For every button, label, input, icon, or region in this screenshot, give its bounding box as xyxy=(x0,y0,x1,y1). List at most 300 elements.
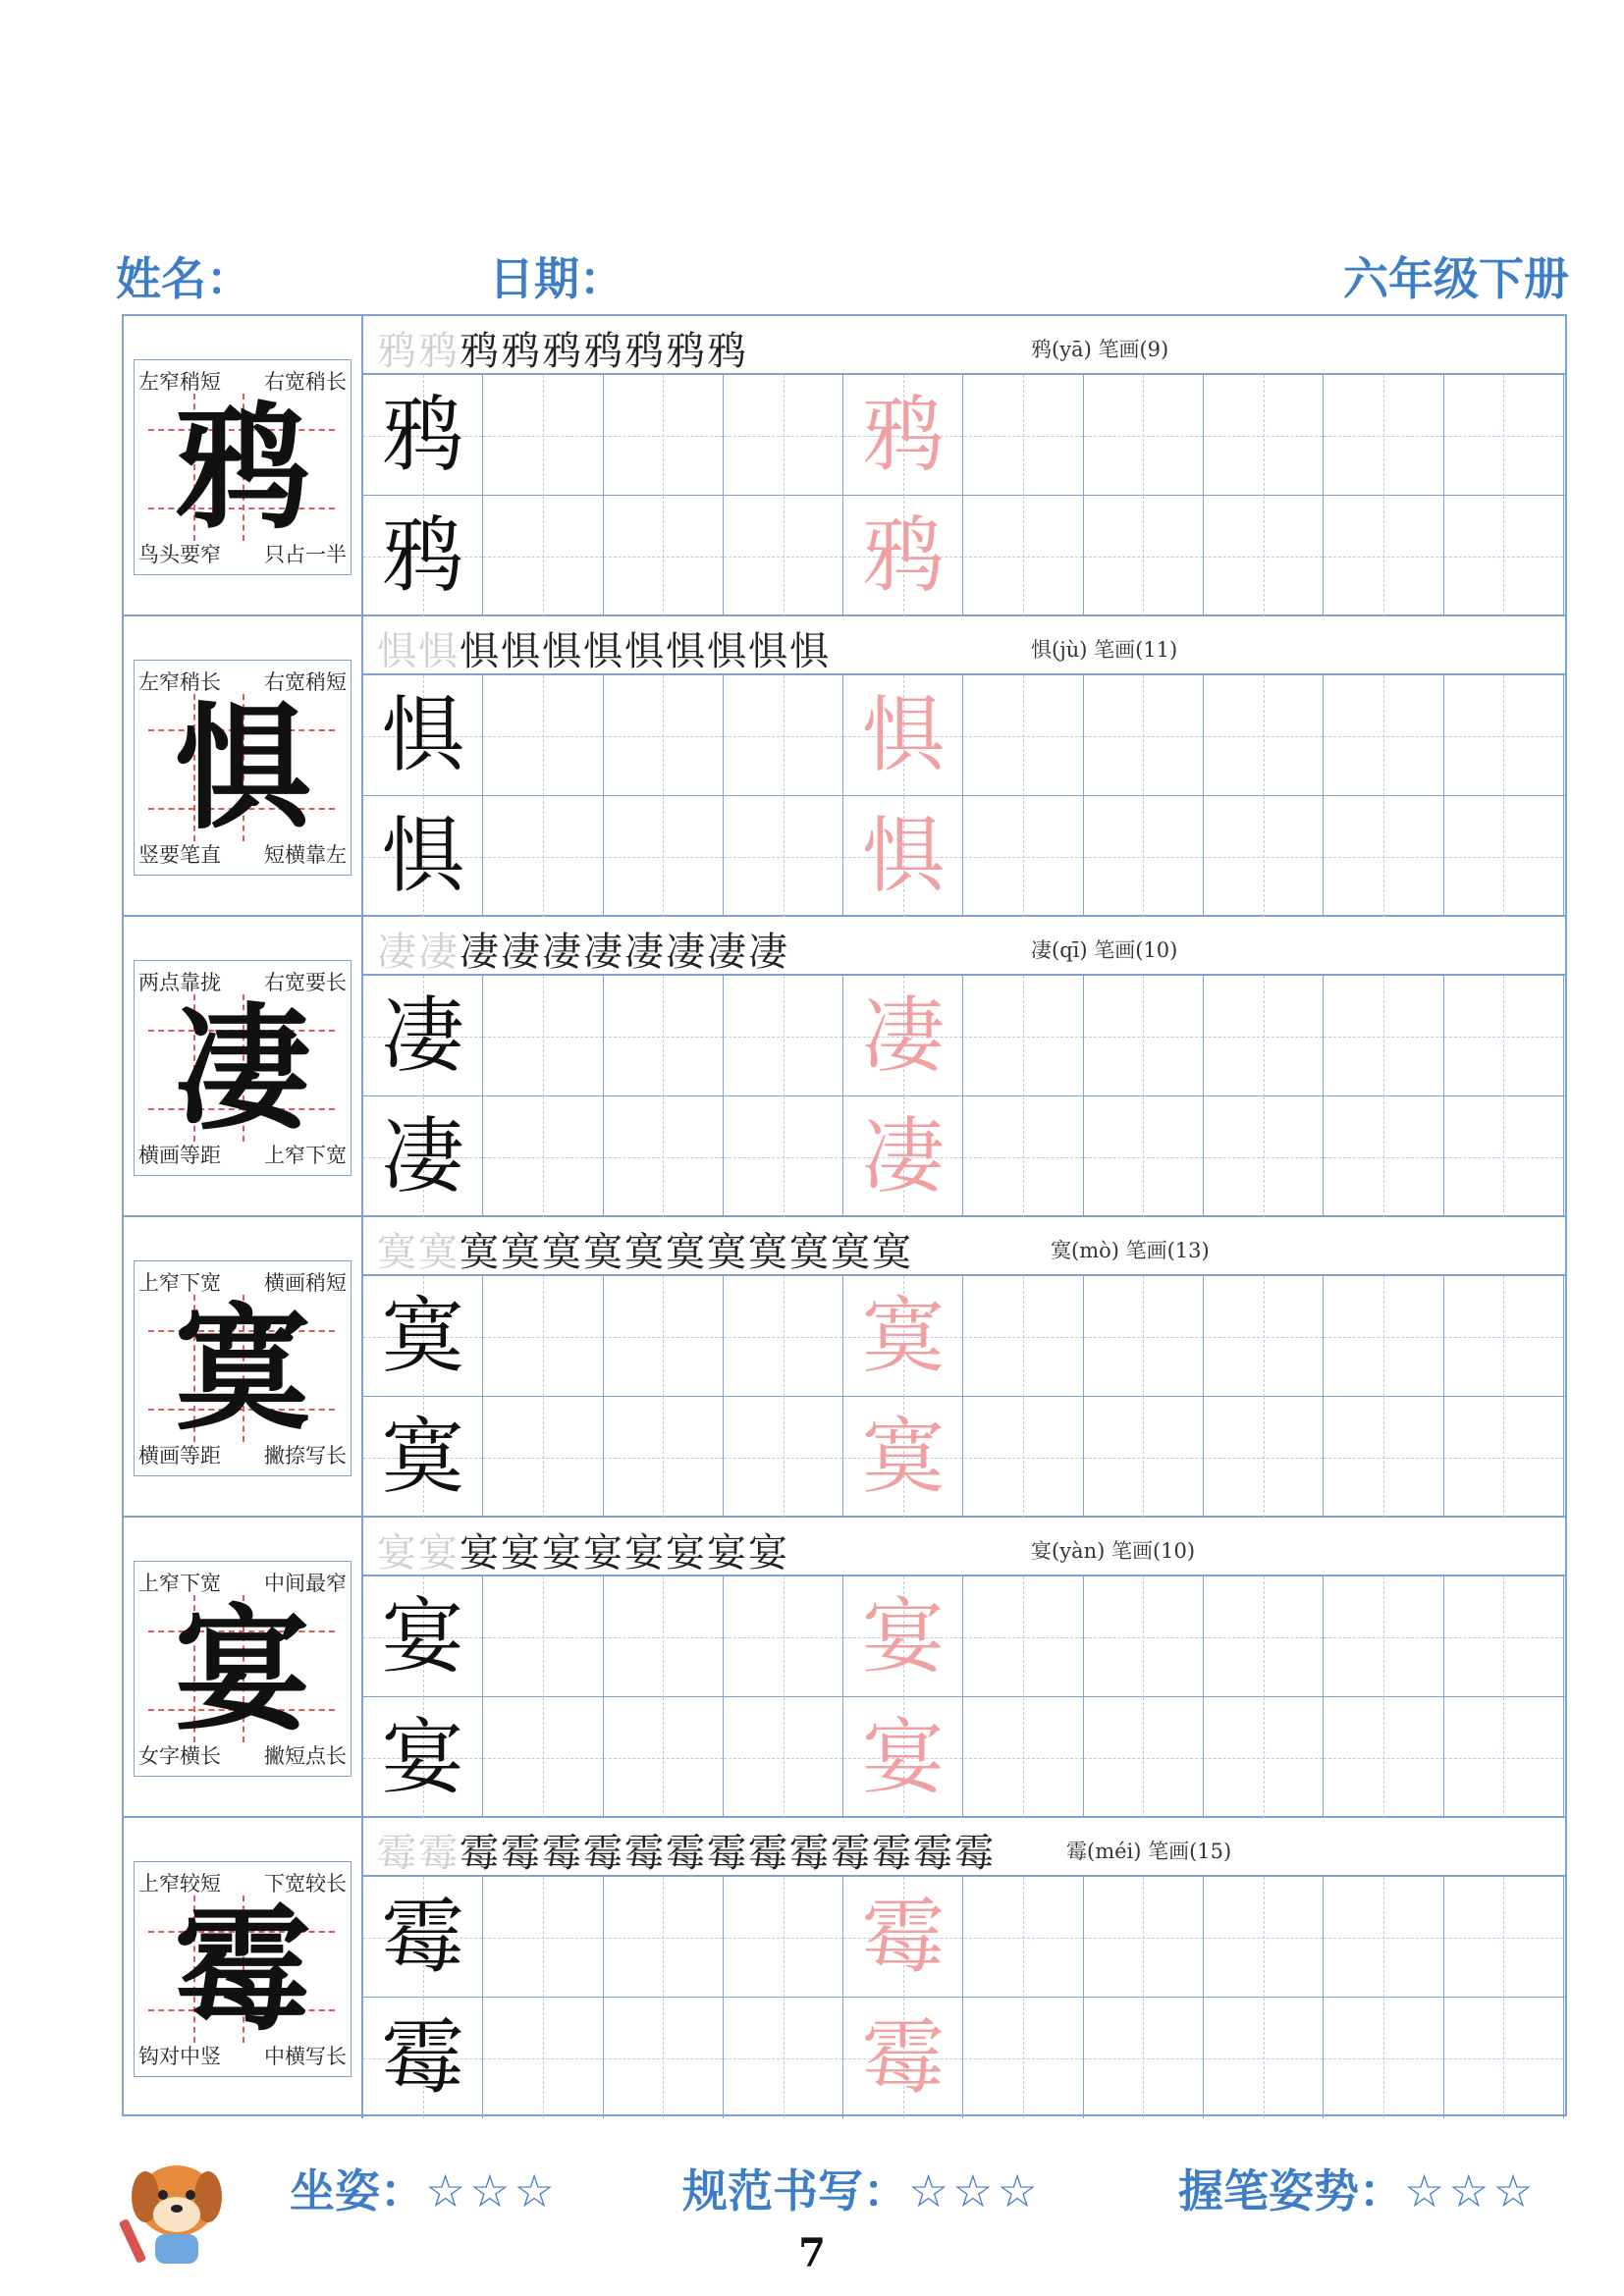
char-block-5 xyxy=(124,1818,1565,2118)
writing-tip: 女字横长 xyxy=(138,1744,221,1768)
stroke-step: 凄 xyxy=(501,930,542,975)
writing-cell[interactable] xyxy=(724,1697,843,1818)
model-panel xyxy=(124,917,363,1215)
stroke-step: 宴 xyxy=(460,1530,501,1575)
trace-character: 惧 xyxy=(861,687,945,783)
writing-cell[interactable] xyxy=(483,796,603,917)
example-character: 寞 xyxy=(381,1409,464,1505)
writing-cell[interactable] xyxy=(724,1576,843,1697)
stroke-step: 霉 xyxy=(789,1831,831,1876)
writing-cell[interactable] xyxy=(1084,1877,1204,1998)
writing-cell[interactable] xyxy=(1324,375,1443,496)
writing-cell[interactable] xyxy=(483,1096,603,1217)
stroke-step: 惧 xyxy=(707,629,748,674)
char-block-1 xyxy=(124,616,1565,917)
writing-cell[interactable] xyxy=(1444,1276,1564,1397)
model-character: 寞 xyxy=(174,1289,310,1449)
writing-cell[interactable] xyxy=(964,1276,1084,1397)
writing-cell[interactable] xyxy=(843,1697,963,1818)
writing-cell[interactable] xyxy=(1084,796,1204,917)
writing-cell[interactable] xyxy=(1084,1998,1204,2118)
writing-cell[interactable] xyxy=(604,1697,724,1818)
stroke-step: 凄 xyxy=(666,930,707,975)
stroke-step: 寞 xyxy=(789,1230,831,1275)
model-character-box xyxy=(134,960,352,1176)
writing-cell[interactable] xyxy=(363,1877,483,1998)
writing-cell[interactable] xyxy=(964,496,1084,616)
practice-area xyxy=(363,1818,1565,2118)
stroke-step: 霉 xyxy=(831,1831,872,1876)
model-character-box xyxy=(134,660,352,876)
trace-character: 凄 xyxy=(861,988,945,1084)
stroke-step: 惧 xyxy=(666,629,707,674)
grid-row xyxy=(363,1697,1565,1818)
writing-label: 规范书写： xyxy=(682,2164,908,2217)
grid-row xyxy=(363,1877,1565,1998)
writing-tip: 上窄下宽 xyxy=(138,1572,221,1595)
writing-cell[interactable] xyxy=(1444,1697,1564,1818)
stroke-step: 宴 xyxy=(583,1530,624,1575)
writing-tip: 上窄下宽 xyxy=(264,1144,347,1167)
model-character: 霉 xyxy=(174,1890,310,2050)
stroke-step: 惧 xyxy=(583,629,624,674)
stroke-sequence xyxy=(377,620,831,676)
writing-tip: 上窄较短 xyxy=(138,1872,221,1896)
writing-tip: 下宽较长 xyxy=(264,1872,347,1896)
date-label: 日期： xyxy=(489,252,624,305)
writing-cell[interactable] xyxy=(604,1397,724,1518)
writing-cell[interactable] xyxy=(1444,796,1564,917)
writing-tip: 右宽稍长 xyxy=(264,370,347,394)
writing-cell[interactable] xyxy=(843,375,963,496)
stroke-step: 寞 xyxy=(418,1230,460,1275)
trace-character: 霉 xyxy=(861,2009,945,2106)
writing-cell[interactable] xyxy=(363,1998,483,2118)
writing-cell[interactable] xyxy=(724,1397,843,1518)
writing-cell[interactable] xyxy=(1444,1096,1564,1217)
stroke-step: 寞 xyxy=(872,1230,913,1275)
trace-character: 霉 xyxy=(861,1889,945,1985)
example-character: 霉 xyxy=(381,2009,464,2106)
writing-cell[interactable] xyxy=(1204,375,1324,496)
example-character: 惧 xyxy=(381,687,464,783)
trace-character: 寞 xyxy=(861,1288,945,1384)
writing-cell[interactable] xyxy=(964,796,1084,917)
writing-cell[interactable] xyxy=(604,1096,724,1217)
stroke-step: 霉 xyxy=(954,1831,996,1876)
writing-cell[interactable] xyxy=(363,1096,483,1217)
writing-cell[interactable] xyxy=(724,796,843,917)
writing-cell[interactable] xyxy=(483,1697,603,1818)
stroke-step: 寞 xyxy=(377,1230,418,1275)
example-character: 宴 xyxy=(381,1709,464,1805)
example-character: 凄 xyxy=(381,988,464,1084)
stroke-order-row xyxy=(363,316,1565,375)
writing-cell[interactable] xyxy=(1324,1276,1443,1397)
trace-character: 宴 xyxy=(861,1709,945,1805)
stroke-step: 宴 xyxy=(624,1530,666,1575)
writing-cell[interactable] xyxy=(1084,1697,1204,1818)
model-panel xyxy=(124,1518,363,1816)
writing-tip: 左窄稍长 xyxy=(138,670,221,694)
practice-area xyxy=(363,616,1565,915)
stroke-step: 鸦 xyxy=(707,329,748,374)
grip-label: 握笔姿势： xyxy=(1178,2164,1404,2217)
name-label: 姓名： xyxy=(116,252,251,305)
writing-cell[interactable] xyxy=(1444,1576,1564,1697)
stroke-step: 霉 xyxy=(583,1831,624,1876)
stroke-step: 惧 xyxy=(501,629,542,674)
grid-row xyxy=(363,1397,1565,1518)
writing-tip: 中间最窄 xyxy=(264,1572,347,1595)
writing-cell[interactable] xyxy=(483,1877,603,1998)
tianzige-grid xyxy=(363,675,1565,917)
grid-row xyxy=(363,1998,1565,2118)
stroke-step: 凄 xyxy=(460,930,501,975)
writing-cell[interactable] xyxy=(604,1276,724,1397)
stroke-order-row xyxy=(363,1217,1565,1276)
grade-label: 六年级下册 xyxy=(1343,252,1569,305)
writing-cell[interactable] xyxy=(483,1998,603,2118)
writing-cell[interactable] xyxy=(363,675,483,796)
writing-cell[interactable] xyxy=(483,1576,603,1697)
writing-cell[interactable] xyxy=(483,976,603,1096)
model-character: 凄 xyxy=(174,988,310,1148)
writing-cell[interactable] xyxy=(363,375,483,496)
writing-cell[interactable] xyxy=(724,496,843,616)
model-character-box xyxy=(134,1260,352,1476)
stroke-step: 寞 xyxy=(624,1230,666,1275)
stroke-step: 惧 xyxy=(377,629,418,674)
model-panel xyxy=(124,1818,363,2118)
stroke-order-row xyxy=(363,917,1565,976)
writing-cell[interactable] xyxy=(1204,496,1324,616)
writing-cell[interactable] xyxy=(483,675,603,796)
writing-tip: 横画等距 xyxy=(138,1444,221,1468)
stroke-step: 鸦 xyxy=(377,329,418,374)
writing-tip: 短横靠左 xyxy=(264,843,347,867)
writing-cell[interactable] xyxy=(724,375,843,496)
tianzige-grid xyxy=(363,1276,1565,1518)
model-panel xyxy=(124,616,363,915)
writing-cell[interactable] xyxy=(1444,675,1564,796)
writing-cell[interactable] xyxy=(1444,1397,1564,1518)
stroke-step: 霉 xyxy=(666,1831,707,1876)
stroke-step: 寞 xyxy=(501,1230,542,1275)
writing-stars[interactable]: ☆☆☆ xyxy=(908,2164,1042,2217)
stroke-step: 惧 xyxy=(542,629,583,674)
writing-cell[interactable] xyxy=(1324,1096,1443,1217)
pinyin-stroke-count: 寞(mò) 笔画(13) xyxy=(1051,1239,1210,1262)
writing-cell[interactable] xyxy=(843,1576,963,1697)
writing-cell[interactable] xyxy=(1444,375,1564,496)
char-block-3 xyxy=(124,1217,1565,1518)
example-character: 霉 xyxy=(381,1889,464,1985)
writing-cell[interactable] xyxy=(604,375,724,496)
practice-area xyxy=(363,316,1565,614)
writing-cell[interactable] xyxy=(1204,1576,1324,1697)
writing-cell[interactable] xyxy=(1084,496,1204,616)
writing-cell[interactable] xyxy=(604,796,724,917)
writing-cell[interactable] xyxy=(363,1576,483,1697)
model-character-box xyxy=(134,1561,352,1777)
writing-cell[interactable] xyxy=(964,1697,1084,1818)
writing-cell[interactable] xyxy=(363,1276,483,1397)
writing-cell[interactable] xyxy=(1204,1276,1324,1397)
writing-cell[interactable] xyxy=(1204,675,1324,796)
grid-row xyxy=(363,1576,1565,1697)
model-character-box xyxy=(134,359,352,575)
stroke-step: 惧 xyxy=(460,629,501,674)
stroke-step: 霉 xyxy=(707,1831,748,1876)
trace-character: 宴 xyxy=(861,1588,945,1684)
stroke-sequence xyxy=(377,1522,789,1577)
example-character: 惧 xyxy=(381,808,464,904)
writing-cell[interactable] xyxy=(604,496,724,616)
trace-character: 鸦 xyxy=(861,507,945,604)
writing-cell[interactable] xyxy=(363,496,483,616)
pinyin-stroke-count: 鸦(yā) 笔画(9) xyxy=(1031,338,1169,361)
stroke-step: 惧 xyxy=(418,629,460,674)
stroke-step: 霉 xyxy=(542,1831,583,1876)
stroke-step: 鸦 xyxy=(460,329,501,374)
writing-cell[interactable] xyxy=(1204,1998,1324,2118)
writing-cell[interactable] xyxy=(843,796,963,917)
writing-cell[interactable] xyxy=(964,976,1084,1096)
posture-rating xyxy=(290,2156,559,2220)
grid-row xyxy=(363,1096,1565,1217)
writing-cell[interactable] xyxy=(1204,1877,1324,1998)
writing-cell[interactable] xyxy=(843,675,963,796)
stroke-step: 霉 xyxy=(913,1831,954,1876)
stroke-step: 宴 xyxy=(501,1530,542,1575)
stroke-step: 寞 xyxy=(542,1230,583,1275)
writing-cell[interactable] xyxy=(843,1998,963,2118)
writing-cell[interactable] xyxy=(724,1276,843,1397)
writing-cell[interactable] xyxy=(1444,1877,1564,1998)
grip-stars[interactable]: ☆☆☆ xyxy=(1404,2164,1538,2217)
writing-cell[interactable] xyxy=(1204,976,1324,1096)
stroke-step: 凄 xyxy=(624,930,666,975)
writing-tip: 横画等距 xyxy=(138,1144,221,1167)
stroke-step: 寞 xyxy=(460,1230,501,1275)
pinyin-stroke-count: 霉(méi) 笔画(15) xyxy=(1066,1840,1232,1863)
writing-cell[interactable] xyxy=(1324,796,1443,917)
writing-cell[interactable] xyxy=(1204,796,1324,917)
stroke-step: 鸦 xyxy=(501,329,542,374)
writing-cell[interactable] xyxy=(1084,1096,1204,1217)
writing-cell[interactable] xyxy=(1204,1697,1324,1818)
writing-cell[interactable] xyxy=(604,1877,724,1998)
practice-area xyxy=(363,1518,1565,1816)
writing-cell[interactable] xyxy=(843,976,963,1096)
writing-cell[interactable] xyxy=(843,496,963,616)
writing-cell[interactable] xyxy=(363,1397,483,1518)
writing-cell[interactable] xyxy=(1324,1697,1443,1818)
writing-cell[interactable] xyxy=(964,1096,1084,1217)
writing-cell[interactable] xyxy=(363,1697,483,1818)
stroke-step: 凄 xyxy=(377,930,418,975)
grid-row xyxy=(363,1276,1565,1397)
writing-cell[interactable] xyxy=(1084,375,1204,496)
writing-cell[interactable] xyxy=(724,1998,843,2118)
stroke-step: 霉 xyxy=(872,1831,913,1876)
grid-row xyxy=(363,496,1565,616)
writing-cell[interactable] xyxy=(964,1998,1084,2118)
writing-cell[interactable] xyxy=(843,1397,963,1518)
stroke-step: 寞 xyxy=(831,1230,872,1275)
writing-cell[interactable] xyxy=(1084,1576,1204,1697)
stroke-step: 惧 xyxy=(624,629,666,674)
stroke-step: 凄 xyxy=(583,930,624,975)
writing-cell[interactable] xyxy=(843,1877,963,1998)
writing-cell[interactable] xyxy=(964,675,1084,796)
writing-tip: 撇短点长 xyxy=(264,1744,347,1768)
stroke-step: 寞 xyxy=(666,1230,707,1275)
stroke-step: 宴 xyxy=(418,1530,460,1575)
writing-tip: 右宽要长 xyxy=(264,971,347,994)
writing-cell[interactable] xyxy=(604,1998,724,2118)
writing-cell[interactable] xyxy=(724,1096,843,1217)
writing-tip: 钩对中竖 xyxy=(138,2045,221,2068)
writing-tip: 中横写长 xyxy=(264,2045,347,2068)
writing-cell[interactable] xyxy=(483,1276,603,1397)
writing-cell[interactable] xyxy=(1444,1998,1564,2118)
stroke-order-row xyxy=(363,616,1565,675)
stroke-step: 霉 xyxy=(418,1831,460,1876)
writing-cell[interactable] xyxy=(1444,976,1564,1096)
writing-cell[interactable] xyxy=(483,496,603,616)
writing-cell[interactable] xyxy=(604,976,724,1096)
writing-cell[interactable] xyxy=(1204,1397,1324,1518)
stroke-order-row xyxy=(363,1818,1565,1877)
trace-character: 惧 xyxy=(861,808,945,904)
model-panel xyxy=(124,316,363,614)
practice-area xyxy=(363,1217,1565,1516)
writing-cell[interactable] xyxy=(1084,1397,1204,1518)
stroke-step: 凄 xyxy=(748,930,789,975)
writing-cell[interactable] xyxy=(483,1397,603,1518)
stroke-step: 霉 xyxy=(377,1831,418,1876)
stroke-step: 鸦 xyxy=(666,329,707,374)
example-character: 寞 xyxy=(381,1288,464,1384)
writing-cell[interactable] xyxy=(964,1877,1084,1998)
stroke-step: 寞 xyxy=(748,1230,789,1275)
stroke-step: 宴 xyxy=(666,1530,707,1575)
writing-cell[interactable] xyxy=(1324,496,1443,616)
writing-cell[interactable] xyxy=(724,976,843,1096)
stroke-step: 凄 xyxy=(542,930,583,975)
grip-rating xyxy=(1178,2156,1538,2220)
page-number: 7 xyxy=(798,2230,826,2276)
model-panel xyxy=(124,1217,363,1516)
writing-cell[interactable] xyxy=(363,976,483,1096)
example-character: 鸦 xyxy=(381,387,464,483)
writing-cell[interactable] xyxy=(724,1877,843,1998)
writing-cell[interactable] xyxy=(363,796,483,917)
char-block-0 xyxy=(124,316,1565,616)
stroke-step: 宴 xyxy=(707,1530,748,1575)
practice-sheet xyxy=(122,314,1567,2116)
writing-cell[interactable] xyxy=(1324,1877,1443,1998)
writing-cell[interactable] xyxy=(843,1096,963,1217)
evaluation-footer xyxy=(0,2156,1624,2224)
page-header xyxy=(116,243,1569,312)
writing-cell[interactable] xyxy=(1084,1276,1204,1397)
writing-cell[interactable] xyxy=(1084,675,1204,796)
writing-cell[interactable] xyxy=(1204,1096,1324,1217)
writing-cell[interactable] xyxy=(604,1576,724,1697)
writing-tip: 撇捺写长 xyxy=(264,1444,347,1468)
writing-tip: 左窄稍短 xyxy=(138,370,221,394)
stroke-step: 霉 xyxy=(748,1831,789,1876)
writing-cell[interactable] xyxy=(1324,976,1443,1096)
writing-cell[interactable] xyxy=(964,375,1084,496)
stroke-order-row xyxy=(363,1518,1565,1576)
example-character: 鸦 xyxy=(381,507,464,604)
writing-tip: 右宽稍短 xyxy=(264,670,347,694)
writing-cell[interactable] xyxy=(1324,1397,1443,1518)
writing-cell[interactable] xyxy=(1324,1576,1443,1697)
writing-cell[interactable] xyxy=(724,675,843,796)
stroke-step: 鸦 xyxy=(418,329,460,374)
writing-cell[interactable] xyxy=(843,1276,963,1397)
posture-label: 坐姿： xyxy=(290,2164,425,2217)
stroke-step: 宴 xyxy=(542,1530,583,1575)
writing-cell[interactable] xyxy=(483,375,603,496)
grid-row xyxy=(363,976,1565,1096)
model-character: 惧 xyxy=(174,688,310,848)
writing-cell[interactable] xyxy=(1324,675,1443,796)
tianzige-grid xyxy=(363,976,1565,1217)
writing-cell[interactable] xyxy=(964,1576,1084,1697)
stroke-step: 鸦 xyxy=(583,329,624,374)
stroke-step: 鸦 xyxy=(542,329,583,374)
stroke-sequence xyxy=(377,320,748,376)
writing-cell[interactable] xyxy=(604,675,724,796)
writing-cell[interactable] xyxy=(1084,976,1204,1096)
writing-cell[interactable] xyxy=(1444,496,1564,616)
writing-cell[interactable] xyxy=(1324,1998,1443,2118)
pinyin-stroke-count: 惧(jù) 笔画(11) xyxy=(1031,638,1178,662)
stroke-step: 霉 xyxy=(501,1831,542,1876)
writing-tip: 上窄下宽 xyxy=(138,1271,221,1295)
char-block-2 xyxy=(124,917,1565,1217)
grid-row xyxy=(363,375,1565,496)
model-character-box xyxy=(134,1861,352,2077)
writing-rating xyxy=(682,2156,1042,2220)
char-block-4 xyxy=(124,1518,1565,1818)
stroke-step: 凄 xyxy=(418,930,460,975)
model-character: 宴 xyxy=(174,1589,310,1749)
writing-tip: 竖要笔直 xyxy=(138,843,221,867)
grid-row xyxy=(363,796,1565,917)
tianzige-grid xyxy=(363,1877,1565,2118)
stroke-step: 宴 xyxy=(748,1530,789,1575)
posture-stars[interactable]: ☆☆☆ xyxy=(425,2164,559,2217)
tianzige-grid xyxy=(363,375,1565,616)
writing-tip: 两点靠拢 xyxy=(138,971,221,994)
stroke-step: 霉 xyxy=(624,1831,666,1876)
stroke-step: 宴 xyxy=(377,1530,418,1575)
trace-character: 鸦 xyxy=(861,387,945,483)
stroke-step: 惧 xyxy=(748,629,789,674)
stroke-step: 霉 xyxy=(460,1831,501,1876)
practice-area xyxy=(363,917,1565,1215)
stroke-sequence xyxy=(377,1822,996,1878)
writing-cell[interactable] xyxy=(964,1397,1084,1518)
writing-tip: 只占一半 xyxy=(264,543,347,566)
